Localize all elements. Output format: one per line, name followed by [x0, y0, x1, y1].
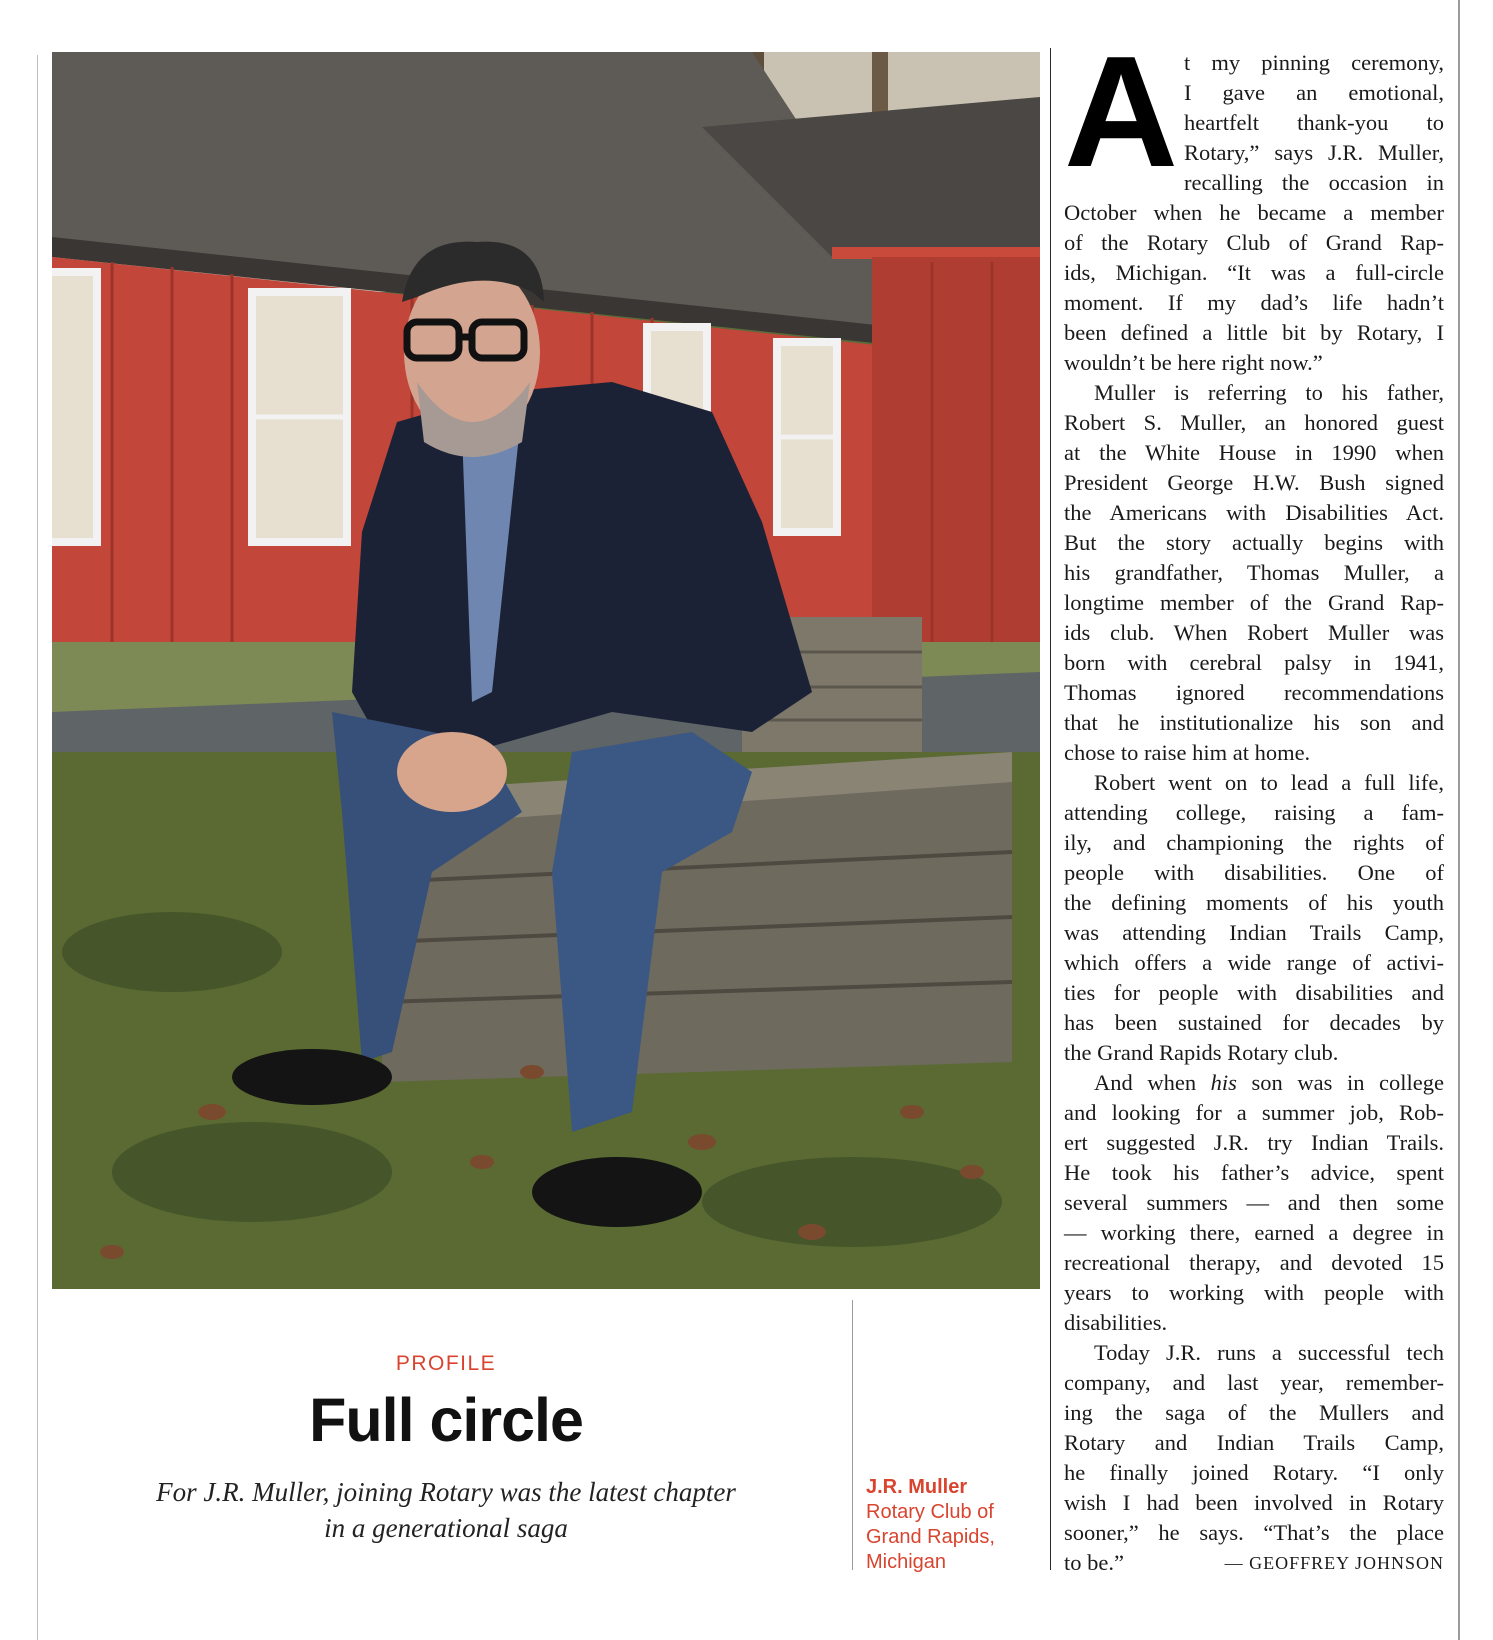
photo-illustration — [52, 52, 1040, 1289]
caption-line-1: Rotary Club of — [866, 1501, 994, 1523]
article-line: born with cerebral palsy in 1941, — [1064, 650, 1444, 675]
article-line: chose to raise him at home. — [1064, 740, 1311, 765]
article-line: of the Rotary Club of Grand Rap- — [1064, 230, 1444, 255]
column-rule — [1050, 48, 1051, 1570]
article-line: ily, and championing the rights of — [1064, 830, 1444, 855]
article-line: disabilities. — [1064, 1310, 1168, 1335]
article-line: which offers a wide range of activi- — [1064, 950, 1444, 975]
section-kicker: PROFILE — [395, 1352, 497, 1375]
article-line: that he institutionalize his son and — [1064, 710, 1444, 735]
article-line: President George H.W. Bush signed — [1064, 470, 1444, 495]
article-line: the Grand Rapids Rotary club. — [1064, 1040, 1339, 1065]
caption-line-3: Michigan — [866, 1551, 947, 1573]
article-line: recalling the occasion in — [1184, 170, 1444, 195]
article-line: ties for people with disabilities and — [1064, 980, 1444, 1005]
article-line: several summers — and then some — [1064, 1190, 1444, 1215]
caption-line-2: Grand Rapids, — [866, 1526, 995, 1548]
article-line: the defining moments of his youth — [1064, 890, 1444, 915]
article-line: his grandfather, Thomas Muller, a — [1064, 560, 1444, 585]
article-line-mixed — [1094, 1068, 1444, 1098]
article-line: he finally joined Rotary. “I only — [1064, 1460, 1444, 1485]
article-line: October when he became a member — [1064, 200, 1444, 225]
article-line: sooner,” he says. “That’s the place — [1064, 1520, 1444, 1545]
photo-caption — [866, 1475, 1046, 1575]
article-line: wouldn’t be here right now.” — [1064, 350, 1323, 375]
article-line: — working there, earned a degree in — [1064, 1220, 1444, 1245]
article-line: has been sustained for decades by — [1064, 1010, 1444, 1035]
article-line: ids, Michigan. “It was a full-circle — [1064, 260, 1444, 285]
text-run: And when — [1094, 1070, 1197, 1095]
caption-name: J.R. Muller — [866, 1476, 968, 1498]
article-line: I gave an emotional, — [1184, 80, 1444, 105]
article-line: been defined a little bit by Rotary, I — [1064, 320, 1444, 345]
article-line: ert suggested J.R. try Indian Trails. — [1064, 1130, 1444, 1155]
article-last-line — [1064, 1548, 1444, 1578]
article-line: Today J.R. runs a successful tech — [1094, 1340, 1444, 1365]
article-line: years to working with people with — [1064, 1280, 1444, 1305]
article-line: wish I had been involved in Rotary — [1064, 1490, 1444, 1515]
article-line: Thomas ignored recommendations — [1064, 680, 1444, 705]
article-line: ing the saga of the Mullers and — [1064, 1400, 1444, 1425]
article-line: recreational therapy, and devoted 15 — [1064, 1250, 1444, 1275]
article-line: heartfelt thank-you to — [1184, 110, 1444, 135]
article-line: Robert S. Muller, an honored guest — [1064, 410, 1444, 435]
dek: For J.R. Muller, joining Rotary was the latest chapter in a generational saga — [156, 1477, 736, 1543]
article-line: the Americans with Disabilities Act. — [1064, 500, 1444, 525]
article-line: attending college, raising a fam- — [1064, 800, 1444, 825]
article-body — [1064, 24, 1445, 1578]
article-line: Rotary,” says J.R. Muller, — [1184, 140, 1444, 165]
article-line: moment. If my dad’s life hadn’t — [1064, 290, 1444, 315]
italic-word: his — [1210, 1070, 1237, 1095]
text-run: to be.” — [1064, 1550, 1124, 1575]
article-line: Muller is referring to his father, — [1094, 380, 1444, 405]
article-line: t my pinning ceremony, — [1184, 50, 1444, 75]
article-line: people with disabilities. One of — [1064, 860, 1444, 885]
article-line: was attending Indian Trails Camp, — [1064, 920, 1444, 945]
profile-photo — [52, 52, 1040, 1289]
text-run: son was in college — [1251, 1070, 1445, 1095]
page-border-right — [1458, 0, 1460, 1640]
drop-cap: A — [1064, 24, 1179, 200]
article-line: Rotary and Indian Trails Camp, — [1064, 1430, 1444, 1455]
article-line: and looking for a summer job, Rob- — [1064, 1100, 1444, 1125]
article-line: He took his father’s advice, spent — [1064, 1160, 1444, 1185]
article-line: longtime member of the Grand Rap- — [1064, 590, 1444, 615]
caption-rule — [852, 1300, 853, 1570]
article-line: ids club. When Robert Muller was — [1064, 620, 1444, 645]
byline: — GEOFFREY JOHNSON — [1224, 1553, 1444, 1573]
headline: Full circle — [309, 1386, 583, 1454]
article-line: Robert went on to lead a full life, — [1094, 770, 1444, 795]
page-border-left — [37, 55, 38, 1640]
article-line: at the White House in 1990 when — [1064, 440, 1444, 465]
article-line: company, and last year, remember- — [1064, 1370, 1444, 1395]
article-line: But the story actually begins with — [1064, 530, 1444, 555]
